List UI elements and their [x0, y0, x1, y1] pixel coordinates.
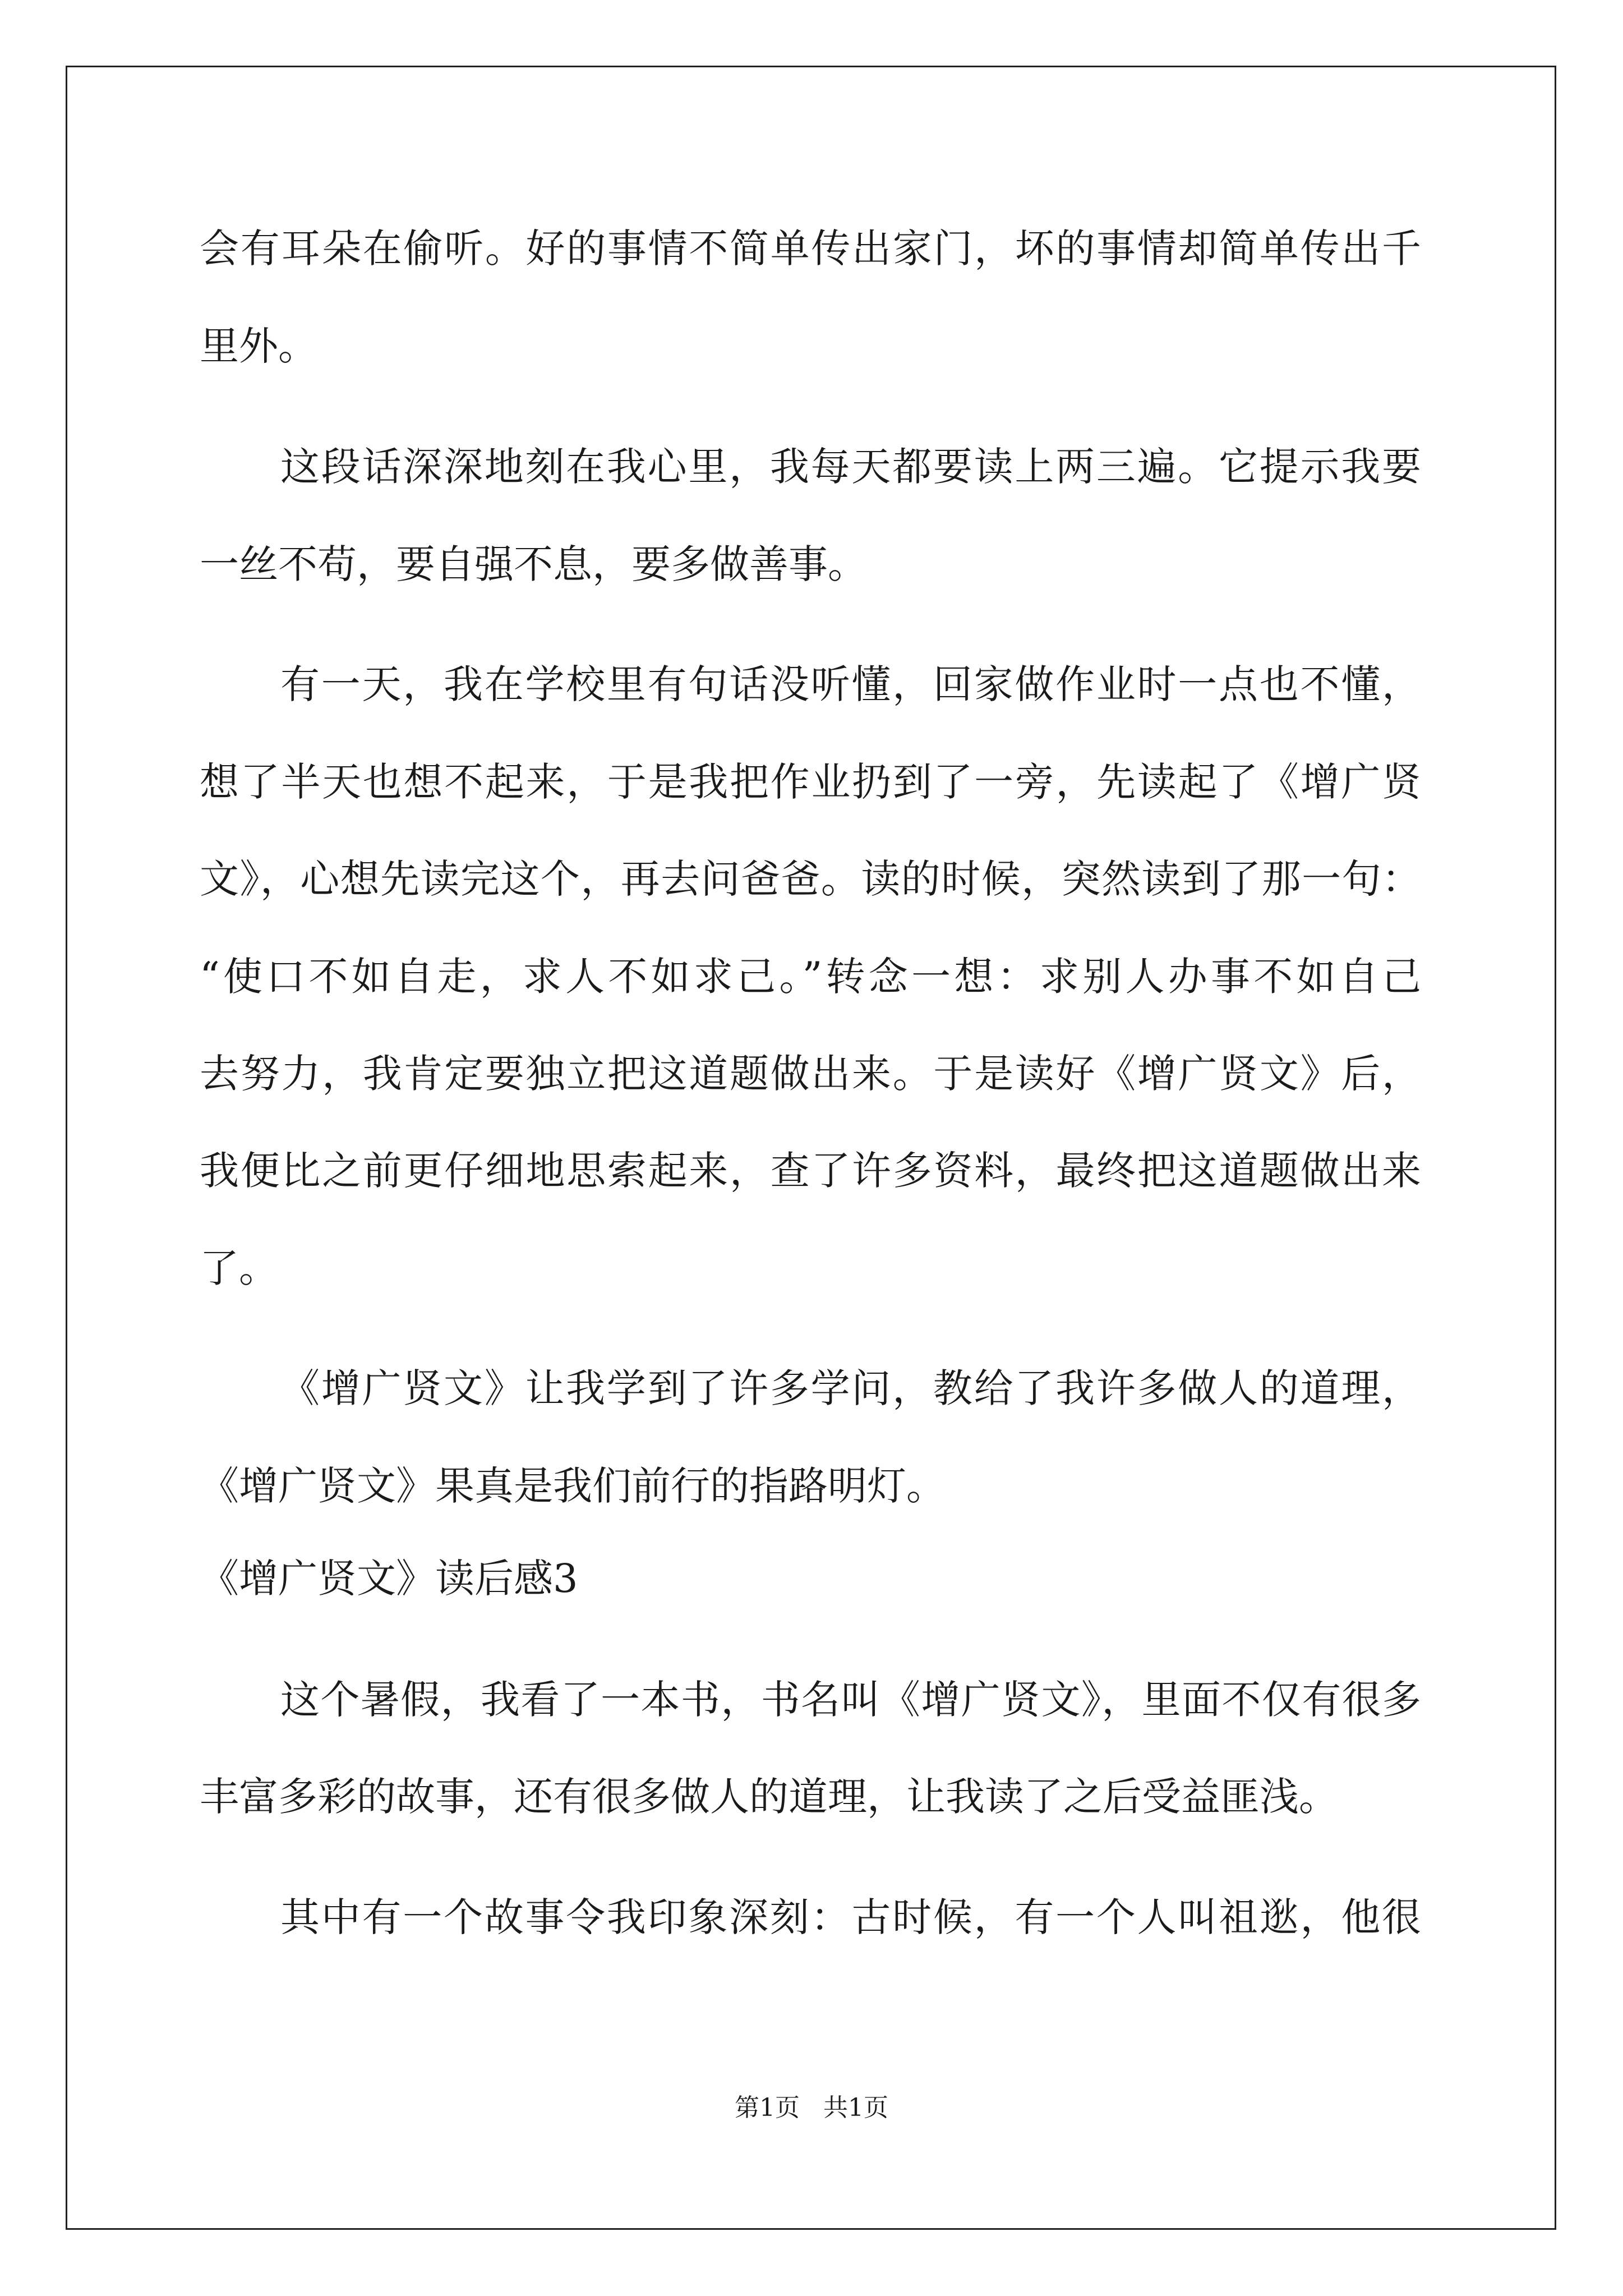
text-line-8: “使口不如自走，求人不如求己。”转念一想：求别人办事不如自己 [200, 954, 1421, 1000]
text-line-1: 会有耳朵在偷听。好的事情不简单传出家门，坏的事情却简单传出千 [200, 226, 1421, 272]
text-line-12: 《增广贤文》让我学到了许多学问，教给了我许多做人的道理， [280, 1365, 1421, 1411]
page-footer: 第1页 共1页 [735, 2093, 888, 2122]
text-line-10: 我便比之前更仔细地思索起来，查了许多资料，最终把这道题做出来 [200, 1148, 1421, 1194]
text-line-4: 一丝不苟，要自强不息，要多做善事。 [200, 541, 867, 587]
text-line-16: 丰富多彩的故事，还有很多做人的道理，让我读了之后受益匪浅。 [200, 1774, 1338, 1820]
text-line-2: 里外。 [200, 323, 317, 369]
text-line-6: 想了半天也想不起来，于是我把作业扔到了一旁，先读起了《增广贤 [200, 759, 1421, 805]
section-heading: 《增广贤文》读后感3 [200, 1556, 578, 1602]
text-line-7: 文》，心想先读完这个，再去问爸爸。读的时候，突然读到了那一句： [200, 856, 1421, 902]
text-line-11: 了。 [200, 1245, 278, 1291]
text-line-3: 这段话深深地刻在我心里，我每天都要读上两三遍。它提示我要 [280, 444, 1421, 490]
text-line-15: 这个暑假，我看了一本书，书名叫《增广贤文》，里面不仅有很多 [280, 1677, 1421, 1723]
text-line-5: 有一天，我在学校里有句话没听懂，回家做作业时一点也不懂， [280, 661, 1421, 707]
text-line-13: 《增广贤文》果真是我们前行的指路明灯。 [200, 1463, 946, 1509]
text-line-9: 去努力，我肯定要独立把这道题做出来。于是读好《增广贤文》后， [200, 1051, 1421, 1097]
text-line-17: 其中有一个故事令我印象深刻：古时候，有一个人叫祖逖，他很 [280, 1894, 1421, 1940]
